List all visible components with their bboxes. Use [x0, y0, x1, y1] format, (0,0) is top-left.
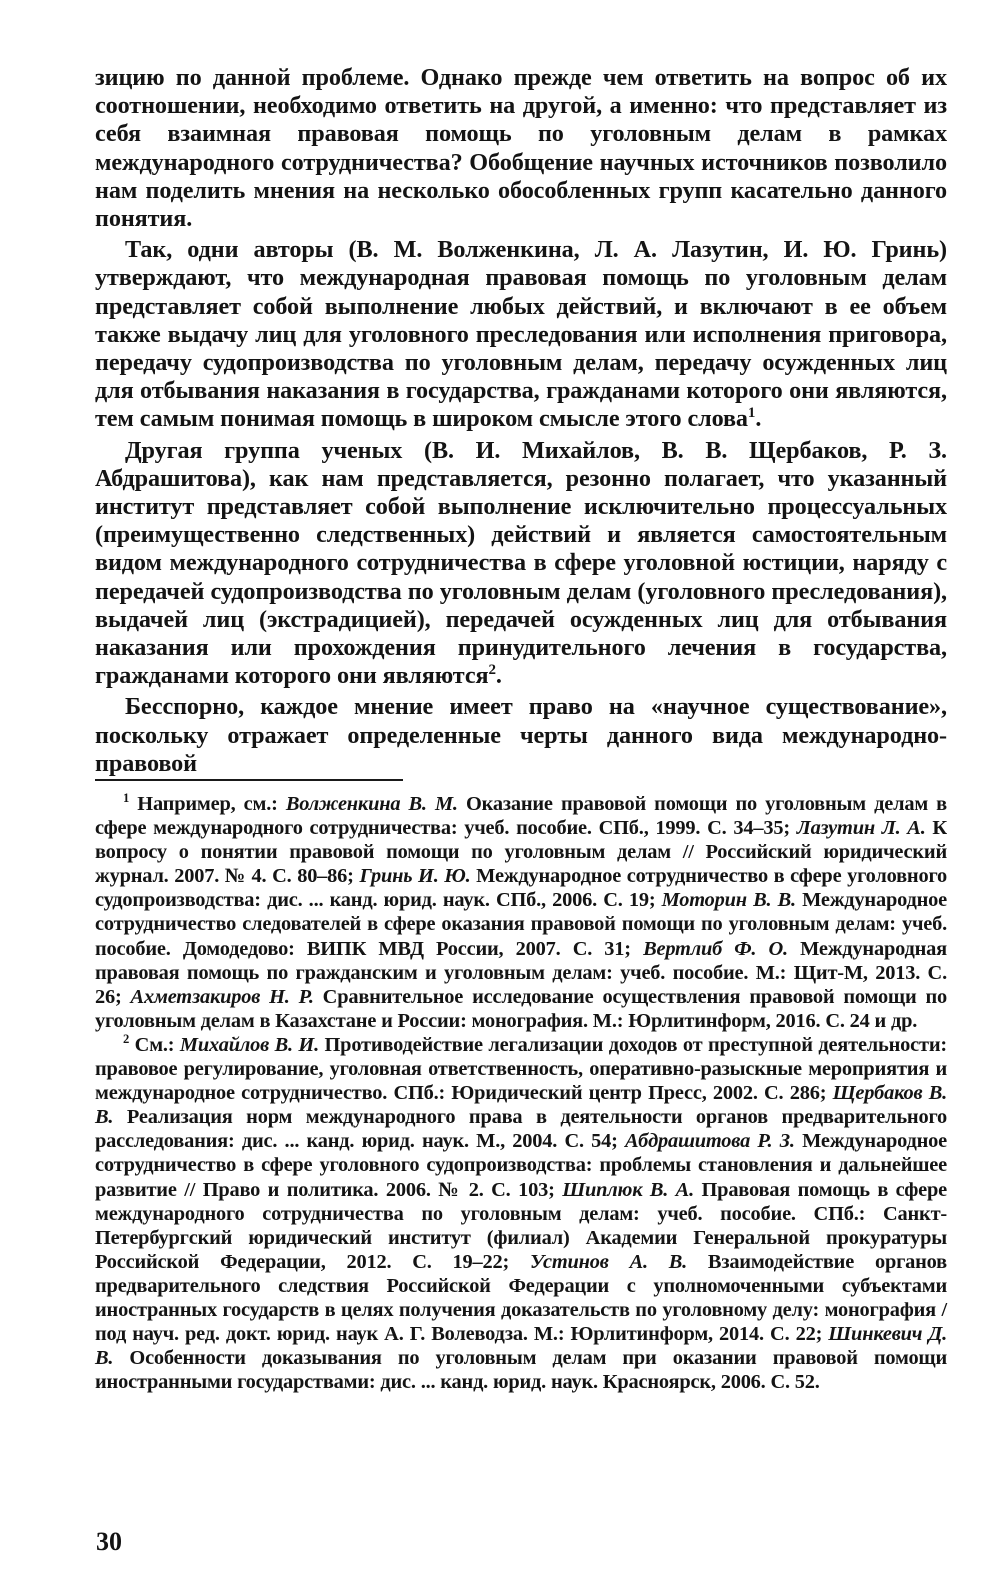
- footnote-2-marker: 2: [123, 1032, 130, 1047]
- footnote-2-author: Михайлов В. И.: [179, 1033, 319, 1056]
- paragraph-4-text: Бесспорно, каждое мнение имеет право на «научное существование», поскольку отражает определенные черты данного вида международно-правовой: [95, 693, 947, 777]
- footnote-1-text: Международное сотрудничество в сфере уголовного судопроизводства: дис. ... канд. юрид. наук. СПб., 2006. С. 19;: [95, 865, 947, 912]
- footnote-1-author: Лазутин Л. А.: [796, 817, 926, 840]
- footnote-2-text: Противодействие легализации доходов от преступной деятельности: правовое регулирование, уголовная ответственность, оперативно-разыскные мероприятия и международное сотрудничество. СПб.: Юридический центр Пресс, 2002. С. 286;: [95, 1033, 947, 1105]
- footnote-2-text: См.:: [134, 1033, 180, 1056]
- footnote-1-author: Вертлиб Ф. О.: [643, 937, 788, 960]
- paragraph-4: [95, 693, 947, 778]
- footnote-2-text: Взаимодействие органов предварительного следствия Российской Федерации с уполномоченными субъектами иностранных государств в целях получения доказательств по уголовному делу: монография / под науч. ред. докт. юрид. наук А. Г. Волеводза. М.: Юрлитинформ, 2014. С. 22;: [95, 1250, 947, 1346]
- footnote-1-text: Международная правовая помощь по гражданским и уголовным делам: учеб. пособие. М.: Щит-М, 2013. С. 26;: [95, 937, 947, 1008]
- footnote-2-text: Особенности доказывания по уголовным делам при оказании правовой помощи иностранными государствами: дис. ... канд. юрид. наук. Красноярск, 2006. С. 52.: [95, 1347, 947, 1394]
- footnote-1-author: Ахметзакиров Н. Р.: [130, 985, 314, 1008]
- paragraph-1-text: зицию по данной проблеме. Однако прежде чем ответить на вопрос об их соотношении, необходимо ответить на другой, а именно: что представляет из себя взаимная правовая помощь по уголовным делам в рамках международного сотрудничества? Обобщение научных источников позволило нам поделить мнения на несколько обособленных групп касательно данного понятия.: [95, 64, 947, 233]
- footnote-1-author: Моторин В. В.: [661, 889, 796, 912]
- footnote-separator: [95, 779, 403, 781]
- footnote-1-text: Например, см.:: [137, 793, 286, 815]
- footnote-1-marker: 1: [123, 791, 130, 806]
- footnote-2-text: Международное сотрудничество в сфере уголовного судопроизводства: проблемы становления и дальнейшее развитие // Право и политика. 2006. № 2. С. 103;: [95, 1130, 948, 1201]
- footnote-2-author: Абдрашитова Р. З.: [625, 1130, 795, 1153]
- footnote-2-author: Шинкевич Д. В.: [95, 1323, 947, 1370]
- footnotes: [95, 792, 947, 1394]
- paragraph-2-text: Так, одни авторы (В. М. Волженкина, Л. А. Лазутин, И. Ю. Гринь) утверждают, что международная правовая помощь по уголовным делам представляет собой выполнение любых действий, и включают в ее объем также выдачу лиц для уголовного преследования или исполнения приговора, передачу судопроизводства по уголовным делам, передачу осужденных лиц для отбывания наказания в государства, гражданами которого они являются, тем самым понимая помощь в широком смысле этого слова: [95, 236, 947, 433]
- footnote-2-text: Реализация норм международного права в деятельности органов предварительного расследования: дис. ... канд. юрид. наук. М., 2004. С. 54;: [95, 1106, 947, 1153]
- footnote-ref-2: 2: [488, 662, 496, 679]
- paragraph-3-text: Другая группа ученых (В. И. Михайлов, В. В. Щербаков, Р. З. Абдрашитова), как нам представляется, резонно полагает, что указанный институт представляет собой выполнение исключительно процессуальных (преимущественно следственных) действий и является самостоятельным видом международного сотрудничества в сфере уголовной юстиции, наряду с передачей судопроизводства по уголовным делам (уголовного преследования), выдачей лиц (экстрадицией), передачей осужденных лиц для отбывания наказания или прохождения принудительного лечения в государства, гражданами которого они являются: [95, 436, 947, 690]
- footnote-1-text: Сравнительное исследование осуществления правовой помощи по уголовным делам в Казахстане и России: монография. М.: Юрлитинформ, 2016. С. 24 и др.: [95, 985, 948, 1032]
- footnote-ref-1: 1: [747, 405, 756, 422]
- page-number: 30: [96, 1527, 122, 1556]
- footnote-1: [95, 792, 947, 1033]
- footnote-1-text: К вопросу о понятии правовой помощи по уголовным делам // Российский юридический журнал. 2007. № 4. С. 80–86;: [95, 817, 948, 888]
- paragraph-3: Другая группа ученых (В. И. Михайлов, В. В. Щербаков, Р. З. Абдрашитова), как нам представляется, резонно полагает, что указанный институт представляет собой выполнение исключительно процессуальных (преимущественно следственных) действий и является самостоятельным видом международного сотрудничества в сфере уголовной юстиции, наряду с передачей судопроизводства по уголовным делам (уголовного преследования), выдачей лиц (экстрадицией), передачей осужденных лиц для отбывания наказания или прохождения принудительного лечения в государства, гражданами которого они являются$^2$.: [95, 436, 947, 690]
- footnote-1-text: Оказание правовой помощи по уголовным делам в сфере международного сотрудничества: учеб. пособие. СПб., 1999. С. 34–35;: [95, 793, 947, 840]
- paragraph-2: Так, одни авторы (В. М. Волженкина, Л. А. Лазутин, И. Ю. Гринь) утверждают, что международная правовая помощь по уголовным делам представляет собой выполнение любых действий, и включают в ее объем также выдачу лиц для уголовного преследования или исполнения приговора, передачу судопроизводства по уголовным делам, передачу осужденных лиц для отбывания наказания в государства, гражданами которого они являются, тем самым понимая помощь в широком смысле этого слова$^1$.: [95, 236, 947, 433]
- footnote-2-author: Щербаков В. В.: [95, 1082, 947, 1129]
- footnote-2: [95, 1033, 947, 1394]
- footnote-2-text: Правовая помощь в сфере международного сотрудничества по уголовным делам: учеб. пособие. СПб.: Санкт-Петербургский юридический институт (филиал) Академии Генеральной прокуратуры Российской Федерации, 2012. С. 19–22;: [95, 1178, 948, 1273]
- footnote-2-author: Шиплюк В. А.: [562, 1178, 694, 1201]
- paragraph-1: [95, 64, 947, 233]
- footnote-2-author: Устинов А. В.: [529, 1250, 688, 1273]
- footnote-1-author: Гринь И. Ю.: [359, 865, 471, 888]
- footnote-1-text: Международное сотрудничество следователей в сфере оказания правовой помощи по уголовным делам: учеб. пособие. Домодедово: ВИПК МВД России, 2007. С. 31;: [95, 889, 948, 960]
- main-text: [95, 64, 947, 781]
- footnote-1-author: Волженкина В. М.: [285, 793, 458, 815]
